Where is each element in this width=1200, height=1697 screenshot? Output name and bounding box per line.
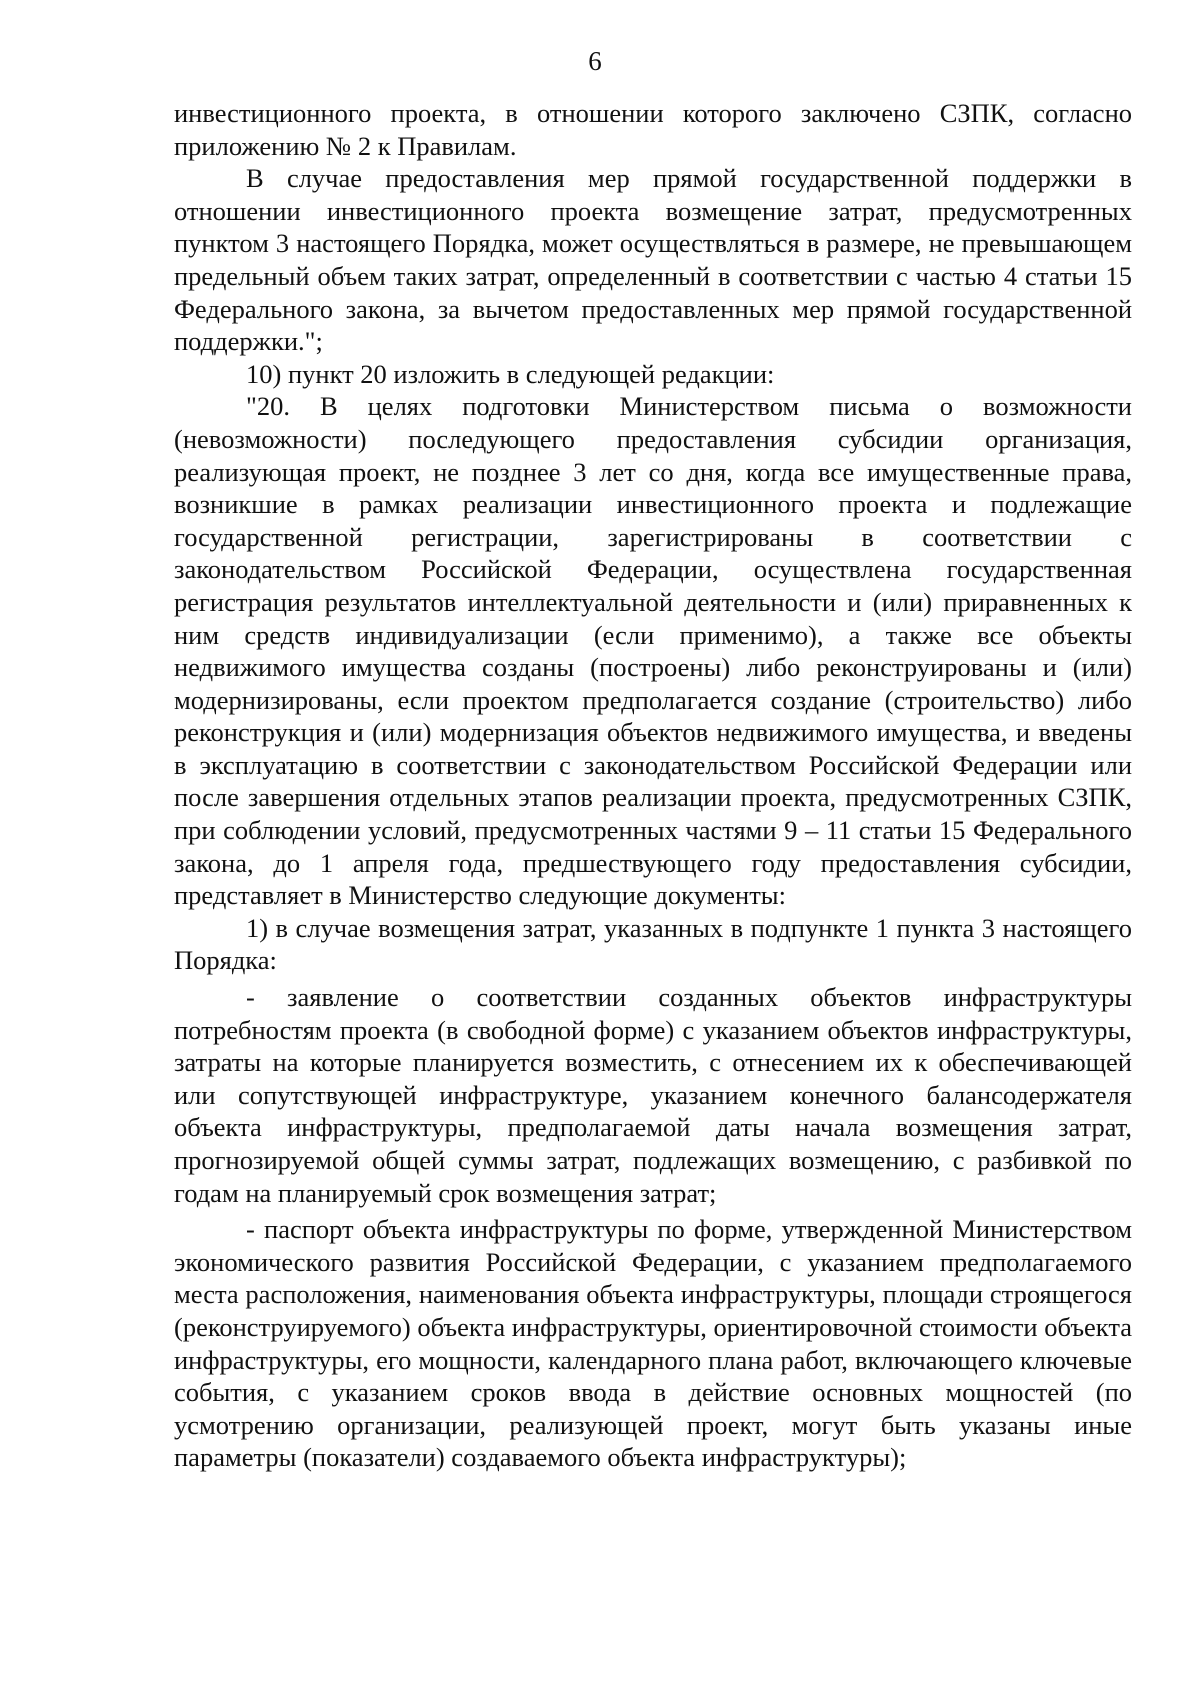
paragraph-item-10: 10) пункт 20 изложить в следующей редакции:	[246, 358, 775, 389]
paragraph-point-20: "20. В целях подготовки Министерством письма о возможности (невозможности) последующего предоставления субсидии организация, реализующая проект, не позднее 3 лет со дня, когда все имущественные права, возникшие в рамках реализации инвестиционного проекта и подлежащие государственной регистрации, зарегистрированы в соответствии с законодательством Российской Федерации, осуществлена государственная регистрация результатов интеллектуальной деятельности и (или) приравненных к ним средств индивидуализации (если применимо), а также все объекты недвижимого имущества созданы (построены) либо реконструированы и (или) модернизированы, если проектом предполагается создание (строительство) либо реконструкция и (или) модернизация объектов недвижимого имущества, и введены в эксплуатацию в соответствии с законодательством Российской Федерации или после завершения отдельных этапов реализации проекта, предусмотренных СЗПК, при соблюдении условий, предусмотренных частями 9 – 11 статьи 15 Федерального закона, до 1 апреля года, предшествующего году предоставления субсидии, представляет в Министерство следующие документы:	[174, 391, 1132, 911]
paragraph-bullet-passport: - паспорт объекта инфраструктуры по форме, утвержденной Министерством экономического развития Российской Федерации, с указанием предполагаемого места расположения, наименования объекта инфраструктуры, площади строящегося (реконструируемого) объекта инфраструктуры, ориентировочной стоимости объекта инфраструктуры, его мощности, календарного плана работ, включающего ключевые события, с указанием сроков ввода в действие основных мощностей (по усмотрению организации, реализующей проект, могут быть указаны иные параметры (показатели) создаваемого объекта инфраструктуры);	[174, 1214, 1132, 1473]
paragraph-subitem-1: 1) в случае возмещения затрат, указанных в подпункте 1 пункта 3 настоящего Порядка:	[174, 912, 1132, 976]
paragraph-state-support: В случае предоставления мер прямой государственной поддержки в отношении инвестиционного проекта возмещение затрат, предусмотренных пунктом 3 настоящего Порядка, может осуществляться в размере, не превышающем предельный объем таких затрат, определенный в соответствии с частью 4 статьи 15 Федерального закона, за вычетом предоставленных мер прямой государственной поддержки.";	[174, 163, 1132, 357]
document-body	[174, 97, 1132, 1474]
paragraph-continuation: инвестиционного проекта, в отношении которого заключено СЗПК, согласно приложению № 2 к Правилам.	[174, 98, 1132, 161]
page-number: 6	[588, 46, 602, 76]
paragraph-bullet-statement: - заявление о соответствии созданных объектов инфраструктуры потребностям проекта (в свободной форме) с указанием объектов инфраструктуры, затраты на которые планируется возместить, с отнесением их к обеспечивающей или сопутствующей инфраструктуре, указанием конечного балансодержателя объекта инфраструктуры, предполагаемой даты начала возмещения затрат, прогнозируемой общей суммы затрат, подлежащих возмещению, с разбивкой по годам на планируемый срок возмещения затрат;	[174, 982, 1132, 1208]
